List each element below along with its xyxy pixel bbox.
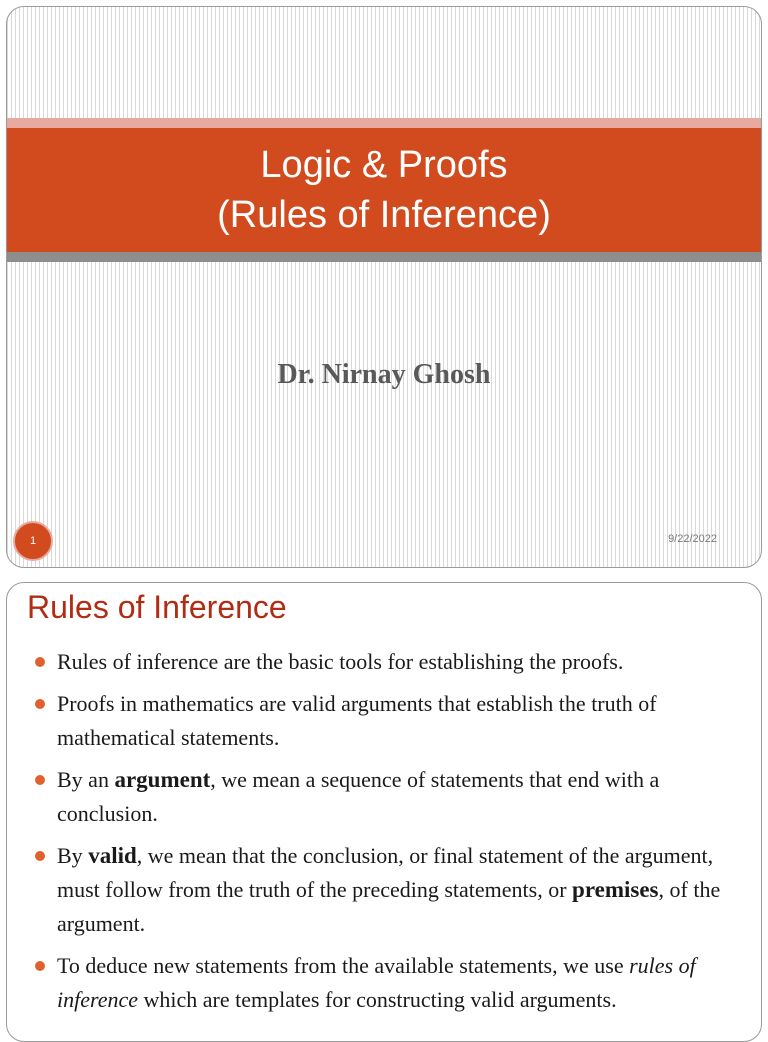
bullet-dot-icon [35,851,45,861]
bullet-dot-icon [35,775,45,785]
title-band [7,128,761,252]
bullet-text: Rules of inference are the basic tools for establishing the proofs. [57,649,624,674]
slide-date: 9/22/2022 [668,533,717,545]
bullet-term-argument: argument [114,767,211,792]
title-bottom-stripe [7,252,761,262]
bullet-item [35,687,755,755]
content-slide [6,582,762,1042]
bullet-text: Proofs in mathematics are valid arguments that establish the truth of mathematical statements. [57,691,657,750]
bullet-text-pre: By an [57,767,115,792]
bullet-item [35,645,755,679]
bullet-list [35,645,755,1025]
bullet-text-mid: , we mean that the conclusion, or final statement of the argument, must follow from the truth of the preceding statements, or [57,843,714,902]
bullet-text-post: which are templates for constructing valid arguments. [138,987,617,1012]
bullet-text-post: , we mean a sequence of statements that end with a conclusion. [57,767,660,826]
bullet-dot-icon [35,961,45,971]
bullet-text-pre: By [57,843,89,868]
title-slide [6,6,762,568]
page-number-badge: 1 [13,521,53,561]
bullet-term-valid: valid [88,843,137,868]
title-line-2: (Rules of Inference) [217,194,551,236]
bullet-dot-icon [35,657,45,667]
bullet-item [35,839,755,941]
bullet-dot-icon [35,699,45,709]
bullet-item [35,763,755,831]
title-top-stripe [7,118,761,128]
bullet-term-premises: premises [572,877,659,902]
bullet-term-rules-of-inference: rules of inference [57,953,696,1012]
slide-title: Rules of Inference [27,589,287,625]
author-name: Dr. Nirnay Ghosh [277,359,491,390]
bullet-text-post: , of the argument. [57,877,721,936]
bullet-text-pre: To deduce new statements from the available statements, we use [57,953,630,978]
title-line-1: Logic & Proofs [260,144,508,186]
bullet-item [35,949,755,1017]
